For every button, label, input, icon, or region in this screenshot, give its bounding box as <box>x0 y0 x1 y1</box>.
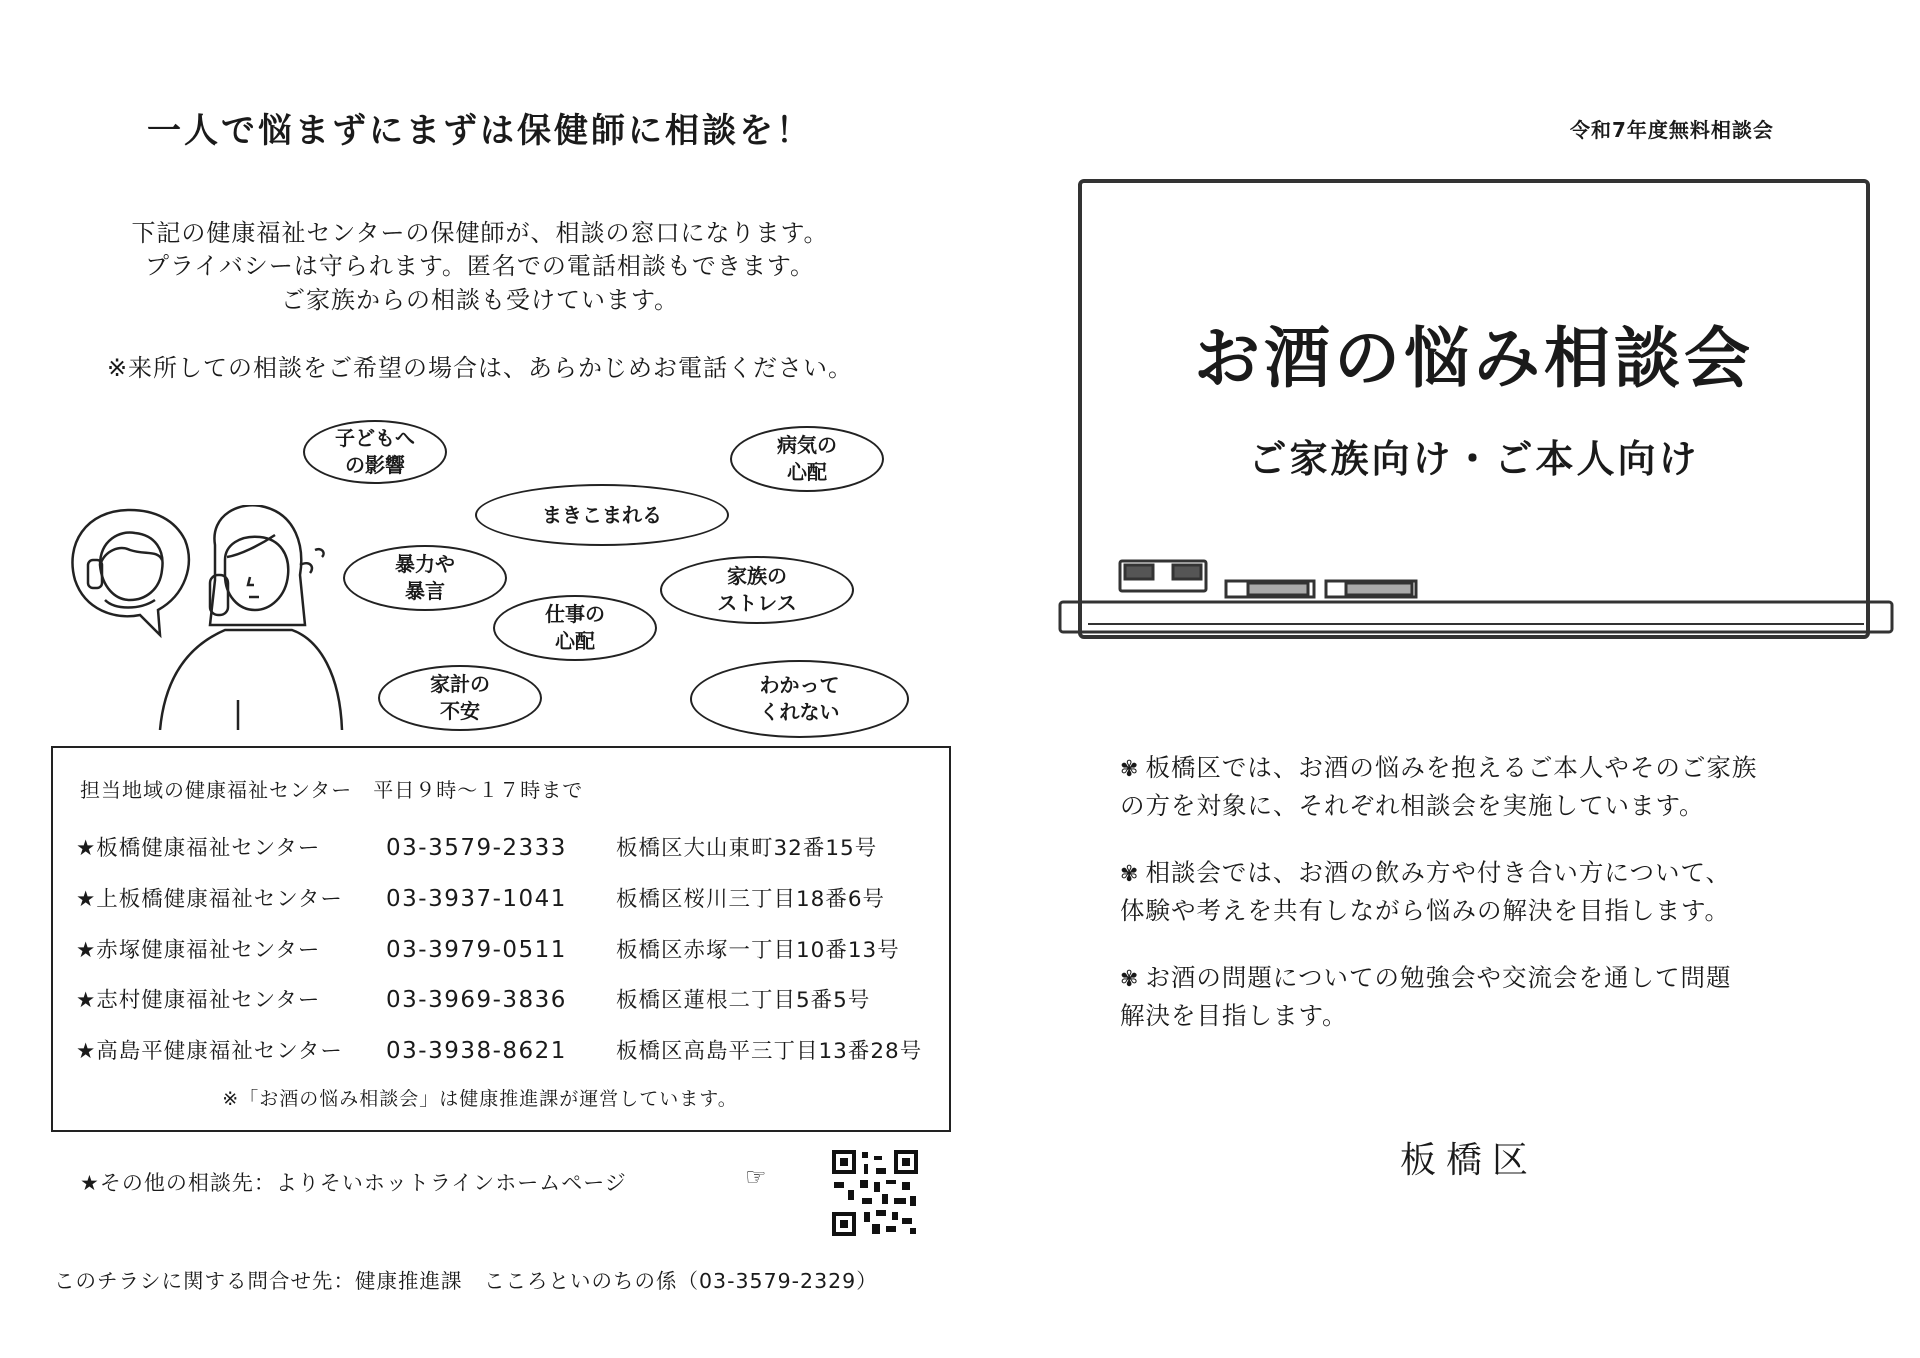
center-name: ★赤塚健康福祉センター <box>76 938 321 963</box>
description-paragraph: ✾ 相談会では、お酒の飲み方や付き合い方について、 体験や考えを共有しながら悩みの解決を目指します。 <box>1120 858 1731 925</box>
center-name: ★志村健康福祉センター <box>76 988 321 1013</box>
center-row <box>76 1034 922 1065</box>
center-address: 板橋区高島平三丁目13番28号 <box>616 1039 923 1064</box>
center-address: 板橋区蓮根二丁目5番5号 <box>616 988 871 1013</box>
bubble-violence: 暴力や 暴言 <box>343 545 507 611</box>
center-footnote: ※「お酒の悩み相談会」は健康推進課が運営しています。 <box>222 1088 738 1110</box>
center-name: ★上板橋健康福祉センター <box>76 887 343 912</box>
bubble-family-stress: 家族の ストレス <box>660 556 854 624</box>
year-title: 令和7年度無料相談会 <box>1570 118 1774 142</box>
flower-icon: ✾ <box>1120 967 1140 992</box>
center-phone: 03-3969-3836 <box>386 987 567 1013</box>
chalk-tray <box>1058 600 1894 650</box>
center-row <box>76 882 885 913</box>
center-row <box>76 831 877 862</box>
contact-info: このチラシに関する問合せ先：健康推進課 こころといのちの係（03-3579-2329） <box>54 1269 878 1293</box>
qr-code[interactable] <box>830 1148 920 1238</box>
center-phone: 03-3979-0511 <box>386 937 567 963</box>
bubble-health-worry: 病気の 心配 <box>730 426 884 492</box>
center-address: 板橋区赤塚一丁目10番13号 <box>616 938 900 963</box>
visit-note: ※来所しての相談をご希望の場合は、あらかじめお電話ください。 <box>106 354 854 382</box>
center-name: ★高島平健康福祉センター <box>76 1039 343 1064</box>
intro-line-3: ご家族からの相談も受けています。 <box>280 286 680 314</box>
center-address: 板橋区桜川三丁目18番6号 <box>616 887 886 912</box>
eraser-and-chalk <box>1118 555 1418 603</box>
ward-name: 板橋区 <box>1400 1140 1539 1181</box>
board-title: お酒の悩み相談会 <box>1194 320 1754 397</box>
bubble-not-understood: わかって くれない <box>690 660 909 738</box>
flower-icon: ✾ <box>1120 862 1140 887</box>
center-box-header: 担当地域の健康福祉センター 平日９時～１７時まで <box>80 778 584 802</box>
flower-icon: ✾ <box>1120 757 1140 782</box>
center-row <box>76 933 900 964</box>
intro-line-1: 下記の健康福祉センターの保健師が、相談の窓口になります。 <box>131 219 829 247</box>
center-address: 板橋区大山東町32番15号 <box>616 836 878 861</box>
bubble-dragged-in: まきこまれる <box>475 484 729 546</box>
description-paragraph: ✾ お酒の問題についての勉強会や交流会を通して問題 解決を目指します。 <box>1120 963 1732 1030</box>
board-subtitle: ご家族向け・ご本人向け <box>1248 437 1700 481</box>
center-name: ★板橋健康福祉センター <box>76 836 321 861</box>
other-consultation-line: ★その他の相談先：よりそいホットラインホームページ <box>80 1171 627 1195</box>
left-heading: 一人で悩まずにまずは保健師に相談を！ <box>147 111 813 151</box>
center-phone: 03-3938-8621 <box>386 1038 567 1064</box>
description-paragraph: ✾ 板橋区では、お酒の悩みを抱えるご本人やそのご家族 の方を対象に、それぞれ相談会を実施しています。 <box>1120 753 1758 820</box>
center-phone: 03-3579-2333 <box>386 835 567 861</box>
center-phone: 03-3937-1041 <box>386 886 567 912</box>
bubble-finance-anxiety: 家計の 不安 <box>378 665 542 731</box>
hand-pointing-right-icon: ☞ <box>745 1163 767 1191</box>
bubble-children-impact: 子どもへ の影響 <box>303 420 447 484</box>
bubble-work-worry: 仕事の 心配 <box>493 595 657 661</box>
phone-consultation-illustration <box>60 505 350 730</box>
center-row <box>76 983 870 1014</box>
intro-line-2: プライバシーは守られます。匿名での電話相談もできます。 <box>145 252 815 280</box>
